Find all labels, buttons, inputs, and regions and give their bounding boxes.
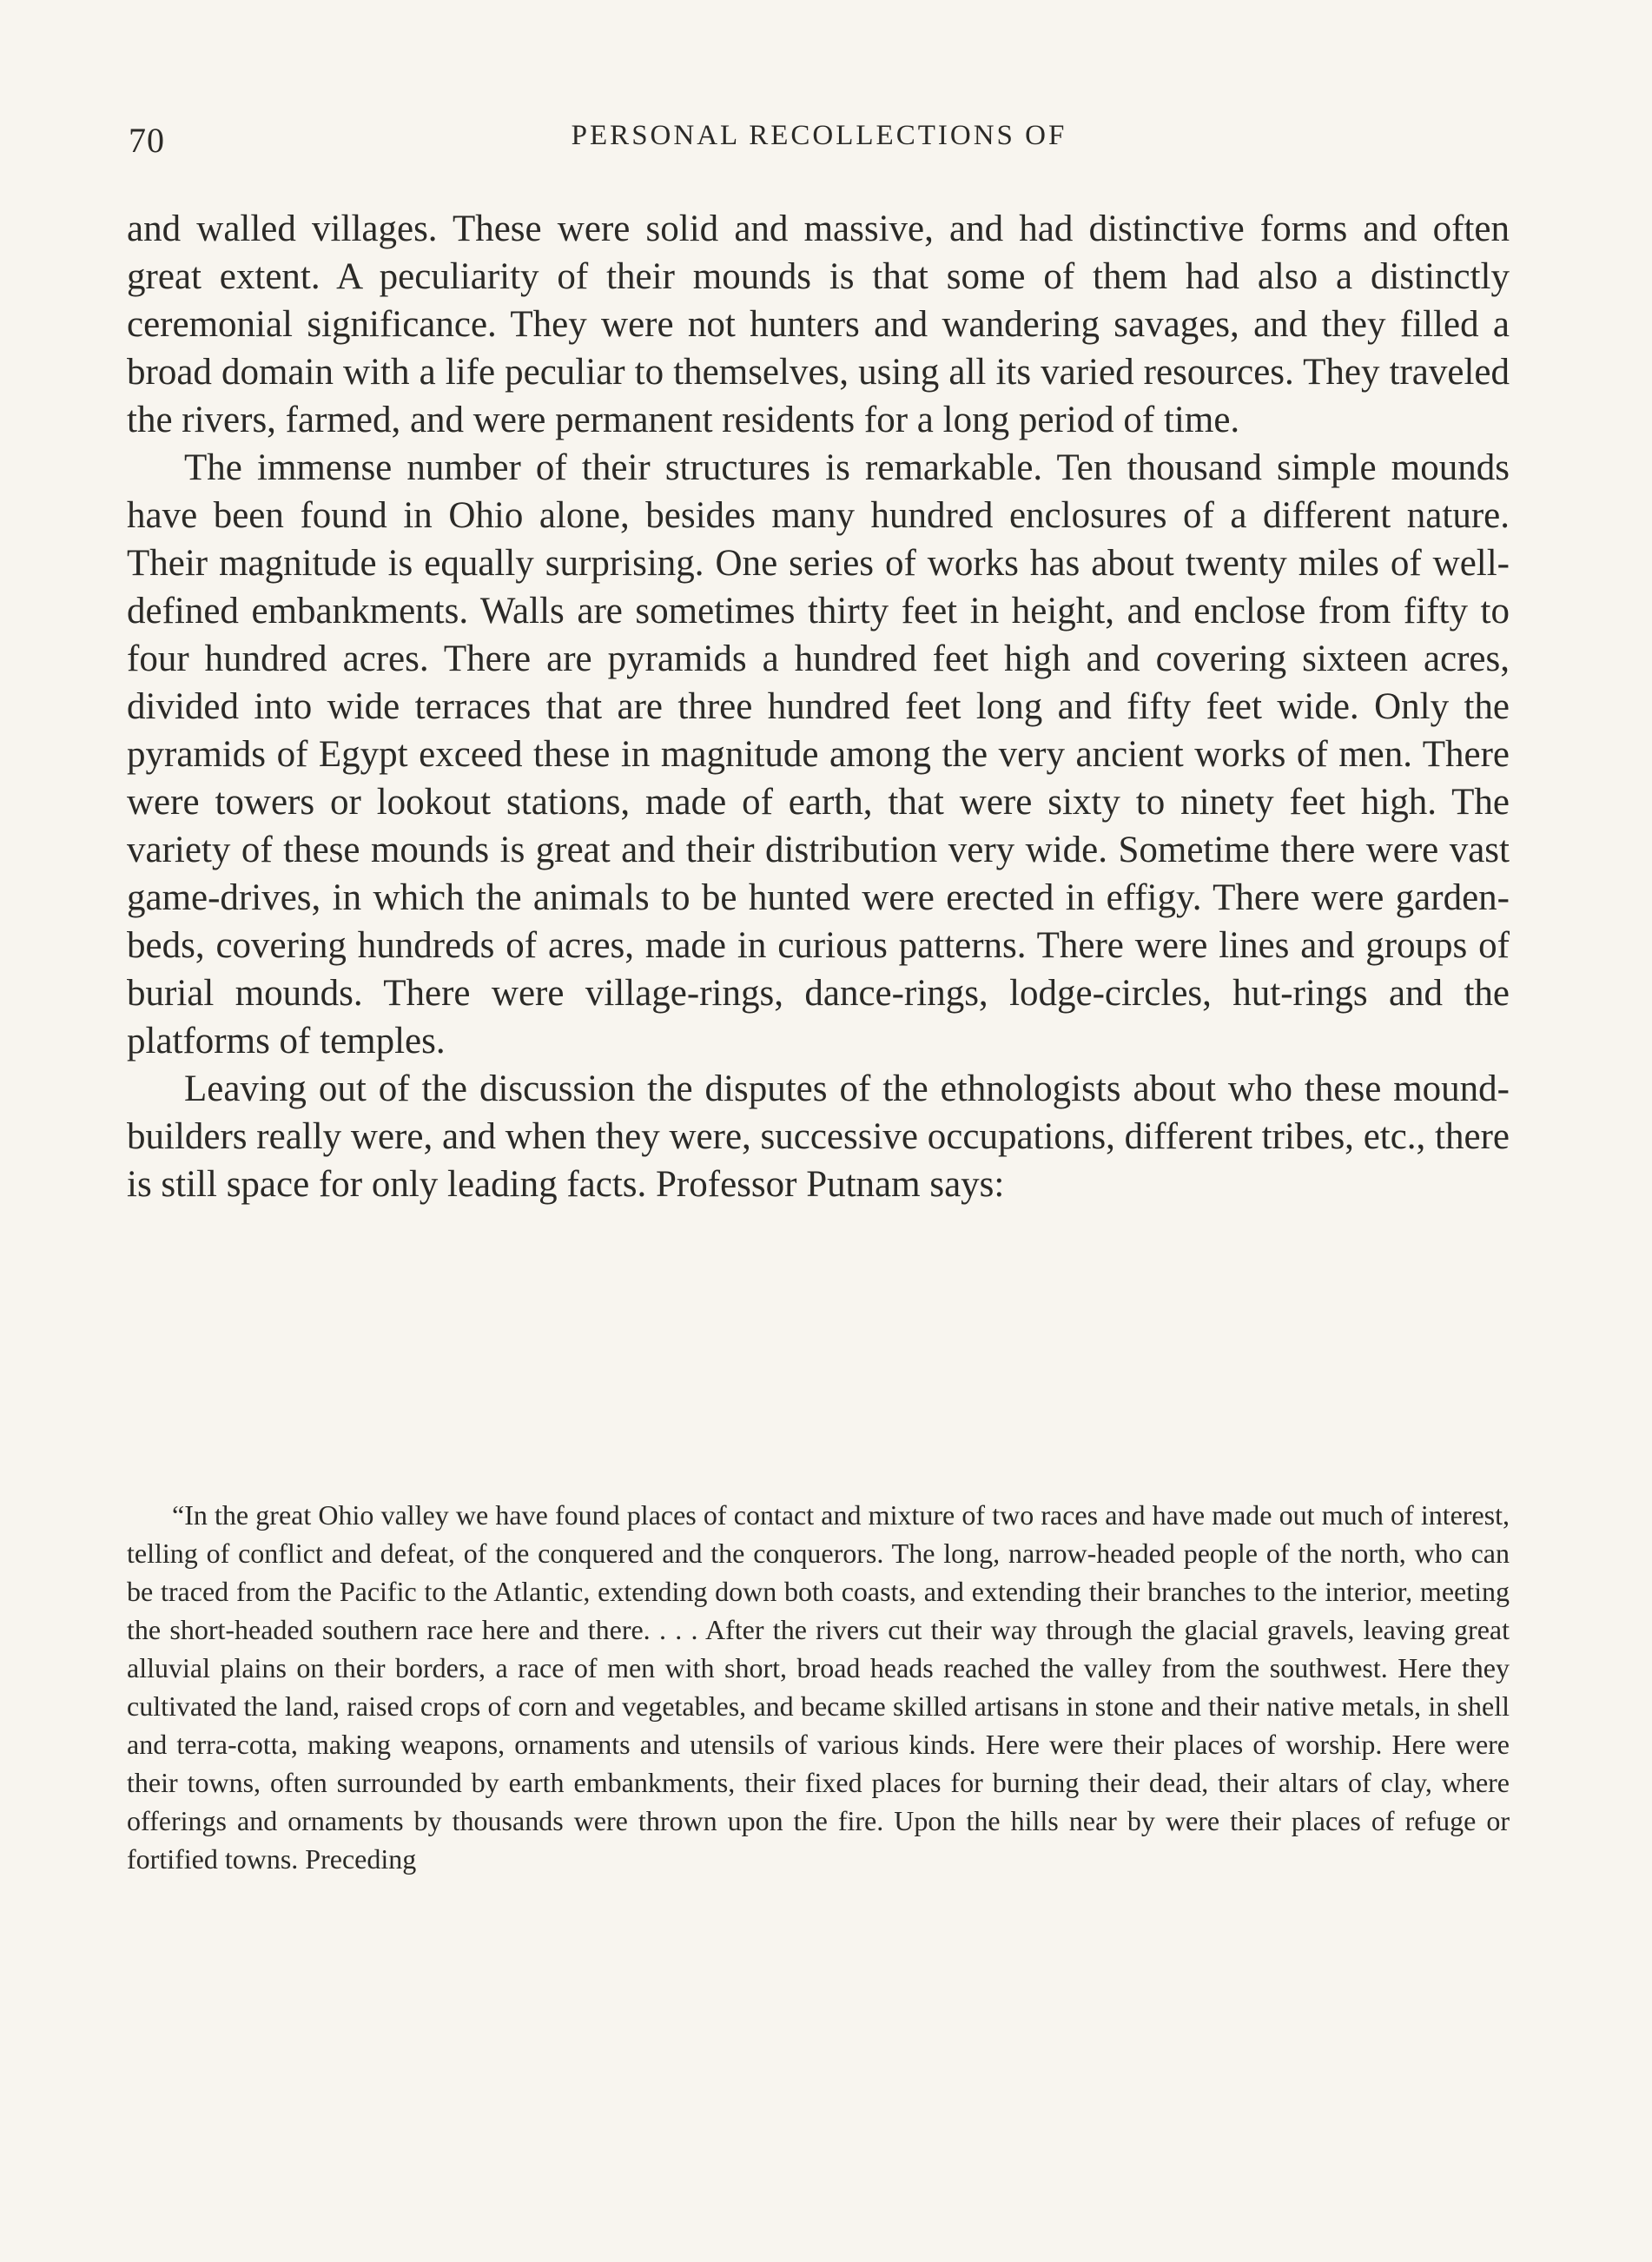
- paragraph-putnam-intro: Leaving out of the discussion the disputes of the ethnologists about who these mound-builders really were, and when they were, successive occupations, different tribes, etc., there is still space for only leading facts. Professor Putnam says:: [127, 1068, 1510, 1205]
- block-quote-putnam: “In the great Ohio valley we have found places of contact and mixture of two races and have made out much of interest, telling of conflict and defeat, of the conquered and the conquerors. The long, narrow-headed people of the north, who can be traced from the Pacific to the Atlantic, extending down both coasts, and extending their branches to the interior, meeting the short-headed southern race here and there. . . . After the rivers cut their way through the glacial gravels, leaving great alluvial plains on their borders, a race of men with short, broad heads reached the valley from the southwest. Here they cultivated the land, raised crops of corn and vegetables, and became skilled artisans in stone and their native metals, in shell and terra-cotta, making weapons, ornaments and utensils of various kinds. Here were their places of worship. Here were their towns, often surrounded by earth embankments, their fixed places for burning their dead, their altars of clay, where offerings and ornaments by thousands were thrown upon the fire. Upon the hills near by were their places of refuge or fortified towns. Preceding: [127, 1499, 1510, 1875]
- body-text: [127, 205, 1510, 1208]
- page-number: 70: [129, 121, 165, 160]
- paragraph-structures: The immense number of their structures is remarkable. Ten thousand simple mounds have been found in Ohio alone, besides many hundred enclosures of a different nature. Their magnitude is equally surprising. One series of works has about twenty miles of well-defined embankments. Walls are sometimes thirty feet in height, and enclose from fifty to four hundred acres. There are pyramids a hundred feet high and covering sixteen acres, divided into wide terraces that are three hundred feet long and fifty feet wide. Only the pyramids of Egypt exceed these in magnitude among the very ancient works of men. There were towers or lookout stations, made of earth, that were sixty to ninety feet high. The variety of these mounds is great and their distribution very wide. Sometime there were vast game-drives, in which the animals to be hunted were erected in effigy. There were garden-beds, covering hundreds of acres, made in curious patterns. There were lines and groups of burial mounds. There were village-rings, dance-rings, lodge-circles, hut-rings and the platforms of temples.: [127, 447, 1510, 1062]
- paragraph-continuation: and walled villages. These were solid and massive, and had distinctive forms and often great extent. A peculiarity of their mounds is that some of them had also a distinctly ceremonial significance. They were not hunters and wandering savages, and they filled a broad domain with a life peculiar to themselves, using all its varied resources. They traveled the rivers, farmed, and were permanent residents for a long period of time.: [127, 208, 1510, 440]
- running-head: PERSONAL RECOLLECTIONS OF: [571, 120, 1067, 151]
- page-header: [129, 120, 1510, 172]
